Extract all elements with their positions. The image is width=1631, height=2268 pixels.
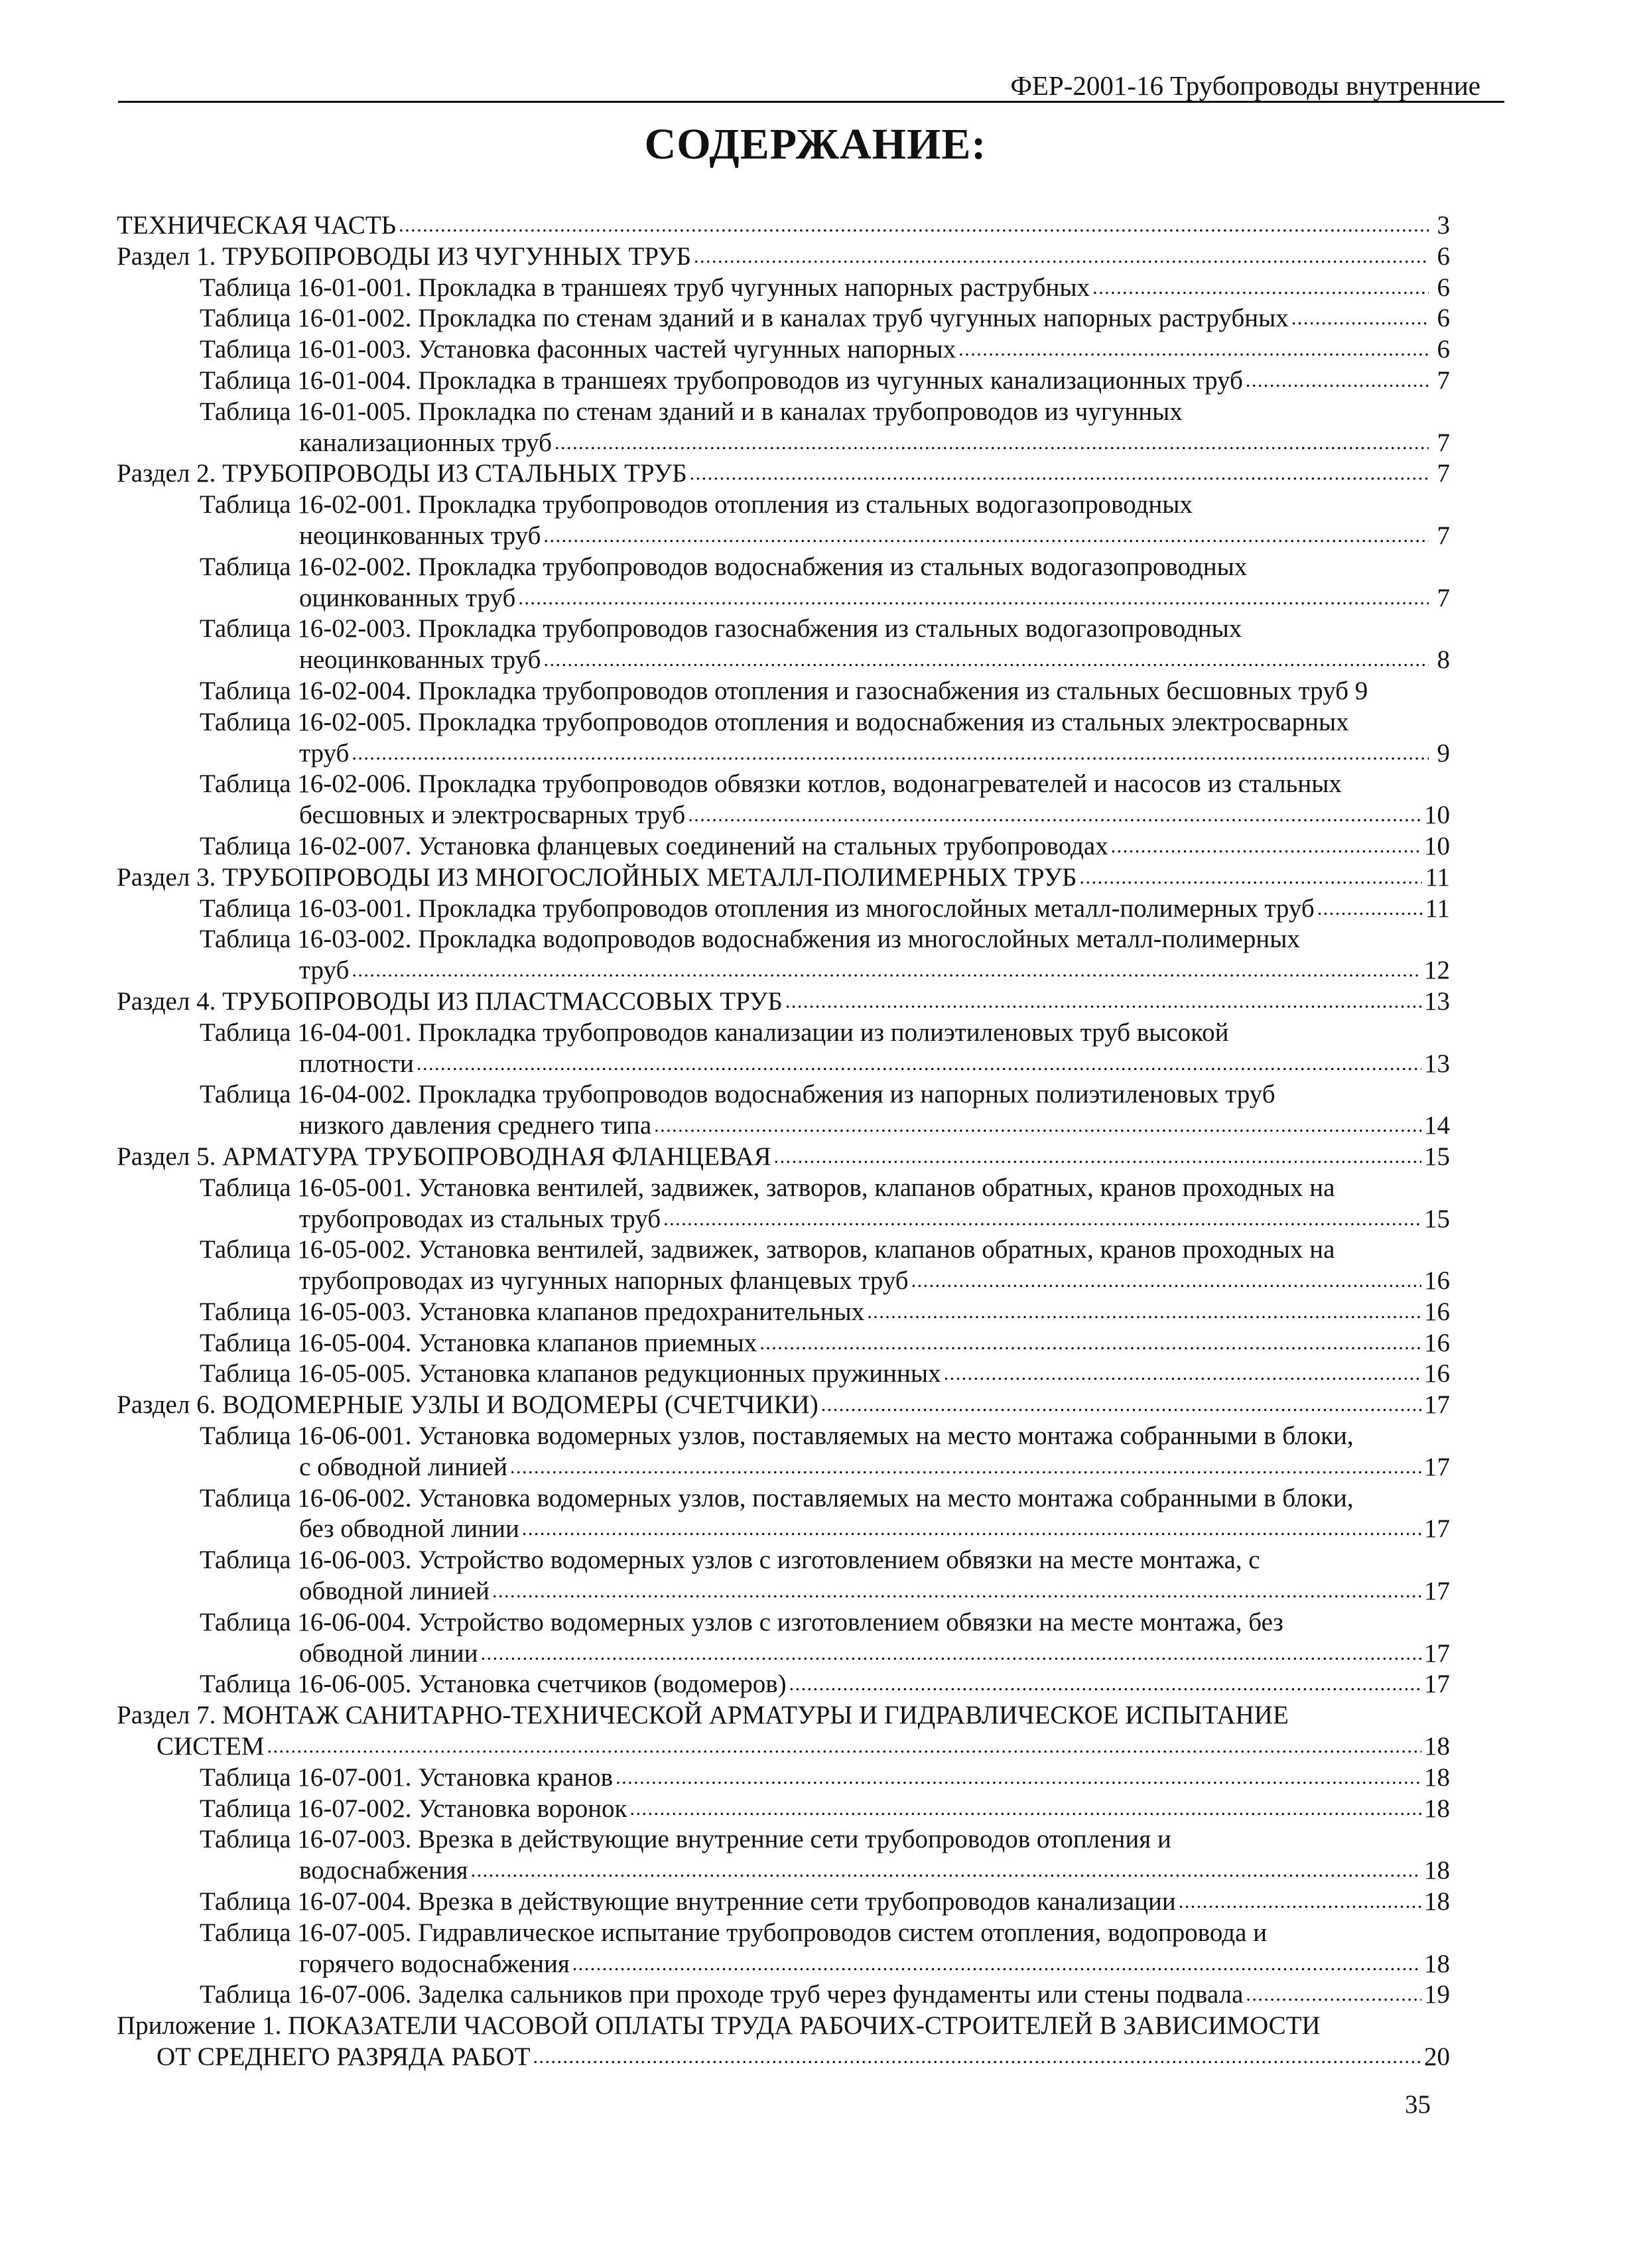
dot-leader <box>867 1297 1421 1328</box>
toc-entry <box>117 1979 1450 2011</box>
toc-entry-text: Таблица 16-01-001. Прокладка в траншеях труб чугунных напорных раструбных <box>200 273 1090 302</box>
running-title: ФЕР-2001-16 Трубопроводы внутренние <box>1010 70 1480 101</box>
dot-leader <box>690 458 1429 490</box>
toc-entry-text: Таблица 16-02-007. Установка фланцевых соединений на стальных трубопроводах <box>200 831 1108 860</box>
toc-entry <box>117 924 1450 955</box>
toc-entry-text: Таблица 16-05-004. Установка клапанов приемных <box>200 1328 757 1357</box>
toc-entry <box>117 738 1450 769</box>
toc-entry-text: Раздел 7. МОНТАЖ САНИТАРНО-ТЕХНИЧЕСКОЙ АРМАТУРЫ И ГИДРАВЛИЧЕСКОЕ ИСПЫТАНИЕ <box>117 1701 1289 1730</box>
dot-leader <box>481 1638 1421 1670</box>
toc-entry-text: Раздел 2. ТРУБОПРОВОДЫ ИЗ СТАЛЬНЫХ ТРУБ <box>117 459 687 488</box>
toc-entry <box>117 334 1450 366</box>
running-header <box>118 66 1504 103</box>
toc-entry-text: трубопроводах из стальных труб <box>299 1204 661 1233</box>
toc-entry-page: 17 <box>1424 1577 1450 1606</box>
dot-leader <box>958 334 1429 366</box>
dot-leader <box>1246 1979 1421 2011</box>
toc-entry-page: 7 <box>1437 583 1450 612</box>
dot-leader <box>352 955 1421 986</box>
dot-leader <box>1111 831 1421 862</box>
toc-entry <box>117 521 1450 552</box>
dot-leader <box>492 1576 1421 1607</box>
dot-leader <box>352 738 1429 769</box>
toc-entry <box>117 273 1450 304</box>
toc-entry <box>117 769 1450 800</box>
toc-entry <box>117 676 1450 707</box>
toc-entry <box>117 1079 1450 1110</box>
dot-leader <box>759 1328 1421 1359</box>
toc-entry-text: Таблица 16-06-003. Устройство водомерных узлов с изготовлением обвязки на месте монтажа, с <box>200 1546 1260 1575</box>
toc-entry-text: неоцинкованных труб <box>299 645 541 675</box>
toc-entry <box>117 955 1450 986</box>
toc-entry <box>117 1514 1450 1545</box>
toc-entry <box>117 1638 1450 1670</box>
toc-entry-text: Таблица 16-06-004. Устройство водомерных узлов с изготовлением обвязки на месте монтажа, без <box>200 1607 1283 1636</box>
toc-entry <box>117 1297 1450 1328</box>
dot-leader <box>630 1794 1421 1825</box>
dot-leader <box>544 645 1429 676</box>
toc-entry-text: Раздел 3. ТРУБОПРОВОДЫ ИЗ МНОГОСЛОЙНЫХ МЕТАЛЛ-ПОЛИМЕРНЫХ ТРУБ <box>117 862 1077 892</box>
toc-entry-page: 13 <box>1424 986 1450 1016</box>
dot-leader <box>510 1452 1421 1483</box>
toc-entry-text: Таблица 16-07-001. Установка кранов <box>200 1763 614 1792</box>
toc-entry-page: 6 <box>1437 241 1450 271</box>
dot-leader <box>1246 366 1429 397</box>
toc-entry-page: 16 <box>1424 1297 1450 1326</box>
toc-entry-text: Таблица 16-07-005. Гидравлическое испытание трубопроводов систем отопления, водопровода и <box>200 1918 1268 1947</box>
dot-leader <box>663 1204 1421 1235</box>
toc-entry <box>117 614 1450 645</box>
toc-entry-page: 6 <box>1437 273 1450 302</box>
dot-leader <box>399 210 1429 241</box>
dot-leader <box>654 1110 1421 1142</box>
toc-entry <box>117 1390 1450 1421</box>
toc-entry <box>117 831 1450 862</box>
toc-entry-text: Таблица 16-02-001. Прокладка трубопроводов отопления из стальных водогазопроводных <box>200 490 1193 519</box>
dot-leader <box>1079 862 1422 894</box>
toc-entry <box>117 1855 1450 1887</box>
toc-entry <box>117 2011 1450 2042</box>
toc-entry <box>117 458 1450 490</box>
toc-entry-text: ТЕХНИЧЕСКАЯ ЧАСТЬ <box>117 211 397 239</box>
dot-leader <box>1179 1887 1421 1918</box>
toc-entry-page: 14 <box>1424 1111 1450 1140</box>
toc-entry-page: 17 <box>1424 1638 1450 1668</box>
toc-entry <box>117 645 1450 676</box>
toc-entry-text: Раздел 6. ВОДОМЕРНЫЕ УЗЛЫ И ВОДОМЕРЫ (СЧЕТЧИКИ) <box>117 1390 818 1420</box>
toc-entry <box>117 1607 1450 1638</box>
toc-entry-text: Таблица 16-01-004. Прокладка в траншеях трубопроводов из чугунных канализационных труб <box>200 366 1243 395</box>
dot-leader <box>688 800 1421 831</box>
toc-entry-page: 18 <box>1424 1732 1450 1761</box>
dot-leader <box>1092 273 1429 304</box>
toc-entry-text: Таблица 16-07-004. Врезка в действующие внутренние сети трубопроводов канализации <box>200 1887 1176 1916</box>
toc-entry-text: Таблица 16-05-002. Установка вентилей, задвижек, затворов, клапанов обратных, кранов проходных на <box>200 1235 1335 1264</box>
dot-leader <box>471 1855 1421 1887</box>
toc-entry <box>117 241 1450 273</box>
toc-entry-page: 8 <box>1437 645 1450 675</box>
table-of-contents <box>117 210 1450 2073</box>
toc-entry-page: 17 <box>1424 1452 1450 1481</box>
toc-entry-page: 7 <box>1437 366 1450 395</box>
toc-entry-page: 19 <box>1424 1980 1450 2009</box>
toc-entry-text: низкого давления среднего типа <box>299 1111 652 1140</box>
toc-entry <box>117 1173 1450 1204</box>
toc-entry-text: Раздел 5. АРМАТУРА ТРУБОПРОВОДНАЯ ФЛАНЦЕВАЯ <box>117 1142 771 1171</box>
toc-entry <box>117 490 1450 521</box>
toc-entry <box>117 1204 1450 1235</box>
toc-entry-text: ОТ СРЕДНЕГО РАЗРЯДА РАБОТ <box>157 2042 531 2072</box>
toc-entry-text: труб <box>299 738 350 767</box>
dot-leader <box>821 1390 1421 1421</box>
toc-entry-text: трубопроводах из чугунных напорных фланцевых труб <box>299 1266 909 1296</box>
toc-entry <box>117 583 1450 614</box>
toc-entry-page: 16 <box>1424 1266 1450 1296</box>
toc-entry-text: Таблица 16-06-005. Установка счетчиков (водомеров) <box>200 1670 787 1699</box>
toc-entry-text: Таблица 16-05-003. Установка клапанов предохранительных <box>200 1297 865 1326</box>
toc-entry-text: Таблица 16-04-002. Прокладка трубопроводов водоснабжения из напорных полиэтиленовых труб <box>200 1080 1275 1109</box>
toc-entry <box>117 1110 1450 1142</box>
toc-entry <box>117 1794 1450 1825</box>
toc-entry-page: 17 <box>1424 1514 1450 1544</box>
toc-entry-text: Таблица 16-03-002. Прокладка водопроводов водоснабжения из многослойных металл-полимерных <box>200 925 1300 954</box>
dot-leader <box>544 521 1429 552</box>
toc-entry-text: Таблица 16-04-001. Прокладка трубопроводов канализации из полиэтиленовых труб высокой <box>200 1018 1229 1047</box>
toc-entry-text: с обводной линией <box>299 1452 508 1481</box>
toc-entry <box>117 1763 1450 1794</box>
toc-entry-text: Таблица 16-02-005. Прокладка трубопроводов отопления и водоснабжения из стальных электросварных <box>200 707 1349 736</box>
toc-entry <box>117 1824 1450 1855</box>
toc-entry-page: 16 <box>1424 1328 1450 1357</box>
toc-entry <box>117 366 1450 397</box>
toc-entry-text: канализационных труб <box>299 428 553 457</box>
toc-entry <box>117 2042 1450 2073</box>
toc-entry-text: Таблица 16-05-005. Установка клапанов редукционных пружинных <box>200 1359 941 1388</box>
toc-entry-text: СИСТЕМ <box>157 1732 265 1761</box>
toc-entry-page: 15 <box>1424 1142 1450 1171</box>
dot-leader <box>518 583 1429 614</box>
toc-entry-page: 6 <box>1437 335 1450 364</box>
toc-entry-text: Раздел 4. ТРУБОПРОВОДЫ ИЗ ПЛАСТМАССОВЫХ ТРУБ <box>117 986 783 1016</box>
toc-entry <box>117 1234 1450 1266</box>
toc-entry <box>117 1328 1450 1359</box>
toc-entry <box>117 1142 1450 1173</box>
toc-entry-page: 18 <box>1424 1856 1450 1885</box>
toc-entry-page: 17 <box>1424 1670 1450 1699</box>
toc-entry-text: Таблица 16-06-002. Установка водомерных узлов, поставляемых на место монтажа собранными в блоки, <box>200 1483 1354 1512</box>
toc-entry-page: 16 <box>1424 1359 1450 1388</box>
toc-entry <box>117 1918 1450 1949</box>
toc-entry-page: 10 <box>1424 801 1450 830</box>
toc-entry-text: Таблица 16-07-006. Заделка сальников при проходе труб через фундаменты или стены подвала <box>200 1980 1244 2009</box>
toc-entry <box>117 1266 1450 1297</box>
toc-entry-text: водоснабжения <box>299 1856 468 1885</box>
toc-entry-text: Раздел 1. ТРУБОПРОВОДЫ ИЗ ЧУГУННЫХ ТРУБ <box>117 241 691 271</box>
toc-entry-text: оцинкованных труб <box>299 583 516 612</box>
dot-leader <box>911 1266 1421 1297</box>
toc-entry-page: 17 <box>1424 1390 1450 1420</box>
toc-entry <box>117 862 1450 894</box>
toc-entry <box>117 1949 1450 1980</box>
page-title: СОДЕРЖАНИЕ: <box>644 120 987 168</box>
dot-leader <box>1317 894 1423 925</box>
toc-entry-page: 20 <box>1424 2042 1450 2072</box>
toc-entry-page: 7 <box>1437 521 1450 550</box>
toc-entry-text: Таблица 16-01-005. Прокладка по стенам зданий и в каналах трубопроводов из чугунных <box>200 397 1183 426</box>
toc-entry-text: обводной линией <box>299 1577 489 1606</box>
toc-entry <box>117 1018 1450 1049</box>
toc-entry-text: труб <box>299 956 350 985</box>
dot-leader <box>944 1359 1421 1390</box>
toc-entry <box>117 210 1450 241</box>
toc-entry-page: 6 <box>1437 304 1450 333</box>
dot-leader <box>522 1514 1421 1545</box>
toc-entry-page: 11 <box>1425 862 1450 892</box>
dot-leader <box>694 241 1429 273</box>
toc-entry-text: неоцинкованных труб <box>299 521 541 550</box>
toc-entry <box>117 707 1450 738</box>
toc-entry-text: Таблица 16-01-003. Установка фасонных частей чугунных напорных <box>200 335 956 364</box>
dot-leader <box>533 2042 1421 2073</box>
toc-entry-text: Таблица 16-07-003. Врезка в действующие внутренние сети трубопроводов отопления и <box>200 1825 1171 1854</box>
toc-entry-page: 10 <box>1424 831 1450 860</box>
toc-entry-page: 7 <box>1437 428 1450 457</box>
toc-entry <box>117 894 1450 925</box>
dot-leader <box>1291 303 1429 334</box>
toc-entry <box>117 1700 1450 1731</box>
toc-entry <box>117 1576 1450 1607</box>
dot-leader <box>616 1763 1421 1794</box>
toc-entry-page: 15 <box>1424 1204 1450 1233</box>
toc-entry <box>117 303 1450 334</box>
toc-entry-text: Таблица 16-02-003. Прокладка трубопроводов газоснабжения из стальных водогазопроводных <box>200 614 1242 643</box>
toc-entry-text: Таблица 16-07-002. Установка воронок <box>200 1794 627 1823</box>
toc-entry <box>117 1452 1450 1483</box>
toc-entry-text: плотности <box>299 1049 414 1078</box>
dot-leader <box>785 986 1421 1018</box>
toc-entry <box>117 1887 1450 1918</box>
toc-entry <box>117 986 1450 1018</box>
toc-entry-text: Таблица 16-05-001. Установка вентилей, задвижек, затворов, клапанов обратных, кранов проходных на <box>200 1173 1335 1202</box>
page-number: 35 <box>1405 2090 1431 2119</box>
toc-entry-text: Приложение 1. ПОКАЗАТЕЛИ ЧАСОВОЙ ОПЛАТЫ ТРУДА РАБОЧИХ-СТРОИТЕЛЕЙ В ЗАВИСИМОСТИ <box>117 2011 1321 2040</box>
dot-leader <box>417 1049 1421 1080</box>
toc-entry-page: 18 <box>1424 1794 1450 1823</box>
toc-entry <box>117 397 1450 428</box>
toc-entry-page: 18 <box>1424 1887 1450 1916</box>
toc-entry <box>117 428 1450 459</box>
dot-leader <box>267 1731 1421 1763</box>
toc-entry-text: Таблица 16-02-006. Прокладка трубопроводов обвязки котлов, водонагревателей и насосов из стальных <box>200 769 1342 799</box>
toc-entry <box>117 1421 1450 1452</box>
toc-entry-text: Таблица 16-03-001. Прокладка трубопроводов отопления из многослойных металл-полимерных труб <box>200 894 1315 923</box>
toc-entry <box>117 1483 1450 1514</box>
toc-entry-page: 7 <box>1437 459 1450 488</box>
toc-entry <box>117 1359 1450 1390</box>
toc-entry-page: 3 <box>1437 211 1450 239</box>
toc-entry <box>117 552 1450 583</box>
toc-entry-page: 18 <box>1424 1949 1450 1978</box>
toc-entry-page: 18 <box>1424 1763 1450 1792</box>
dot-leader <box>789 1669 1421 1700</box>
toc-entry <box>117 1545 1450 1576</box>
toc-entry <box>117 1669 1450 1700</box>
toc-entry-text: горячего водоснабжения <box>299 1949 570 1978</box>
toc-entry-page: 11 <box>1425 894 1450 923</box>
toc-entry-text: Таблица 16-02-004. Прокладка трубопроводов отопления и газоснабжения из стальных бесшовных труб 9 <box>200 676 1368 705</box>
toc-entry <box>117 1731 1450 1763</box>
toc-entry-text: бесшовных и электросварных труб <box>299 801 686 830</box>
toc-entry <box>117 800 1450 831</box>
toc-entry-text: Таблица 16-06-001. Установка водомерных узлов, поставляемых на место монтажа собранными в блоки, <box>200 1422 1354 1451</box>
dot-leader <box>774 1142 1421 1173</box>
toc-entry-text: Таблица 16-01-002. Прокладка по стенам зданий и в каналах труб чугунных напорных раструбных <box>200 304 1289 333</box>
toc-entry <box>117 1049 1450 1080</box>
dot-leader <box>555 428 1429 459</box>
toc-entry-text: без обводной линии <box>299 1514 519 1544</box>
toc-entry-page: 9 <box>1437 738 1450 767</box>
toc-entry-text: обводной линии <box>299 1638 478 1668</box>
toc-entry-page: 12 <box>1424 956 1450 985</box>
toc-entry-text: Таблица 16-02-002. Прокладка трубопроводов водоснабжения из стальных водогазопроводных <box>200 552 1248 581</box>
toc-entry-page: 13 <box>1424 1049 1450 1078</box>
dot-leader <box>572 1949 1421 1980</box>
